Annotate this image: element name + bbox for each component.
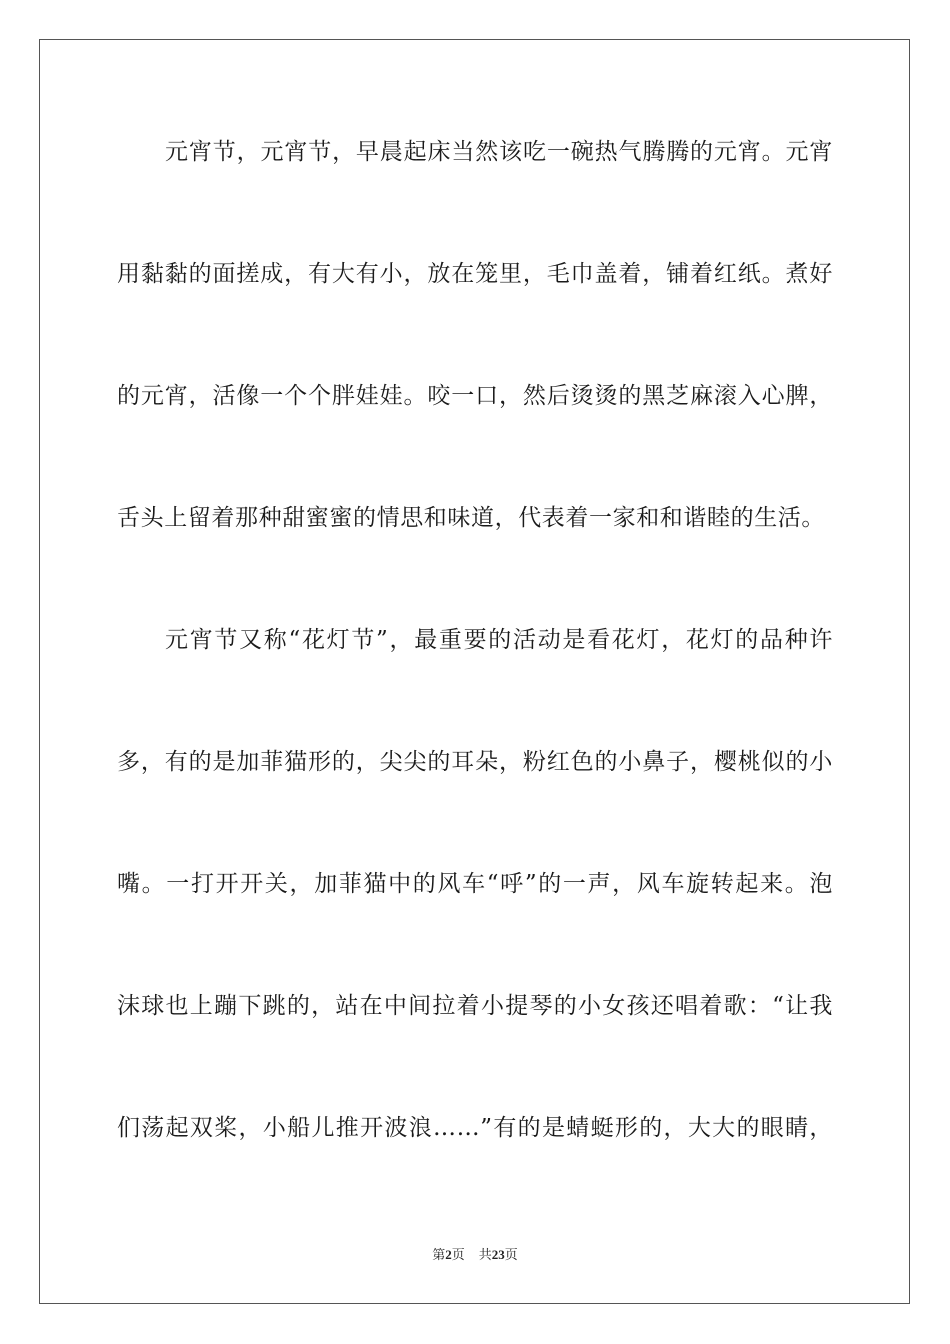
paragraph-2-line-5: 们荡起双桨，小船儿推开波浪……”有的是蜻蜓形的，大大的眼睛， <box>117 1115 833 1141</box>
paragraph-1-line-4: 舌头上留着那种甜蜜蜜的情思和味道，代表着一家和和谐睦的生活。 <box>117 505 825 531</box>
paragraph-2-line-2: 多，有的是加菲猫形的，尖尖的耳朵，粉红色的小鼻子，樱桃似的小 <box>117 749 833 775</box>
paragraph-2-line-3: 嘴。一打开开关，加菲猫中的风车“呼”的一声，风车旋转起来。泡 <box>117 871 833 897</box>
page-prefix: 第 <box>432 1248 446 1263</box>
page-suffix: 页 <box>451 1248 465 1263</box>
total-pages: 23 <box>491 1247 505 1262</box>
page-number: 2 <box>445 1247 452 1262</box>
page-footer <box>0 1246 950 1265</box>
paragraph-1-line-2: 用黏黏的面搓成，有大有小，放在笼里，毛巾盖着，铺着红纸。煮好 <box>117 261 833 287</box>
total-prefix: 共 <box>478 1248 492 1263</box>
paragraph-2-line-1: 元宵节又称“花灯节”，最重要的活动是看花灯，花灯的品种许 <box>165 627 833 653</box>
paragraph-1-line-3: 的元宵，活像一个个胖娃娃。咬一口，然后烫烫的黑芝麻滚入心脾， <box>117 383 833 409</box>
total-suffix: 页 <box>504 1248 518 1263</box>
paragraph-1-line-1: 元宵节，元宵节，早晨起床当然该吃一碗热气腾腾的元宵。元宵 <box>165 139 833 165</box>
paragraph-2-line-4: 沫球也上蹦下跳的，站在中间拉着小提琴的小女孩还唱着歌：“让我 <box>117 993 833 1019</box>
